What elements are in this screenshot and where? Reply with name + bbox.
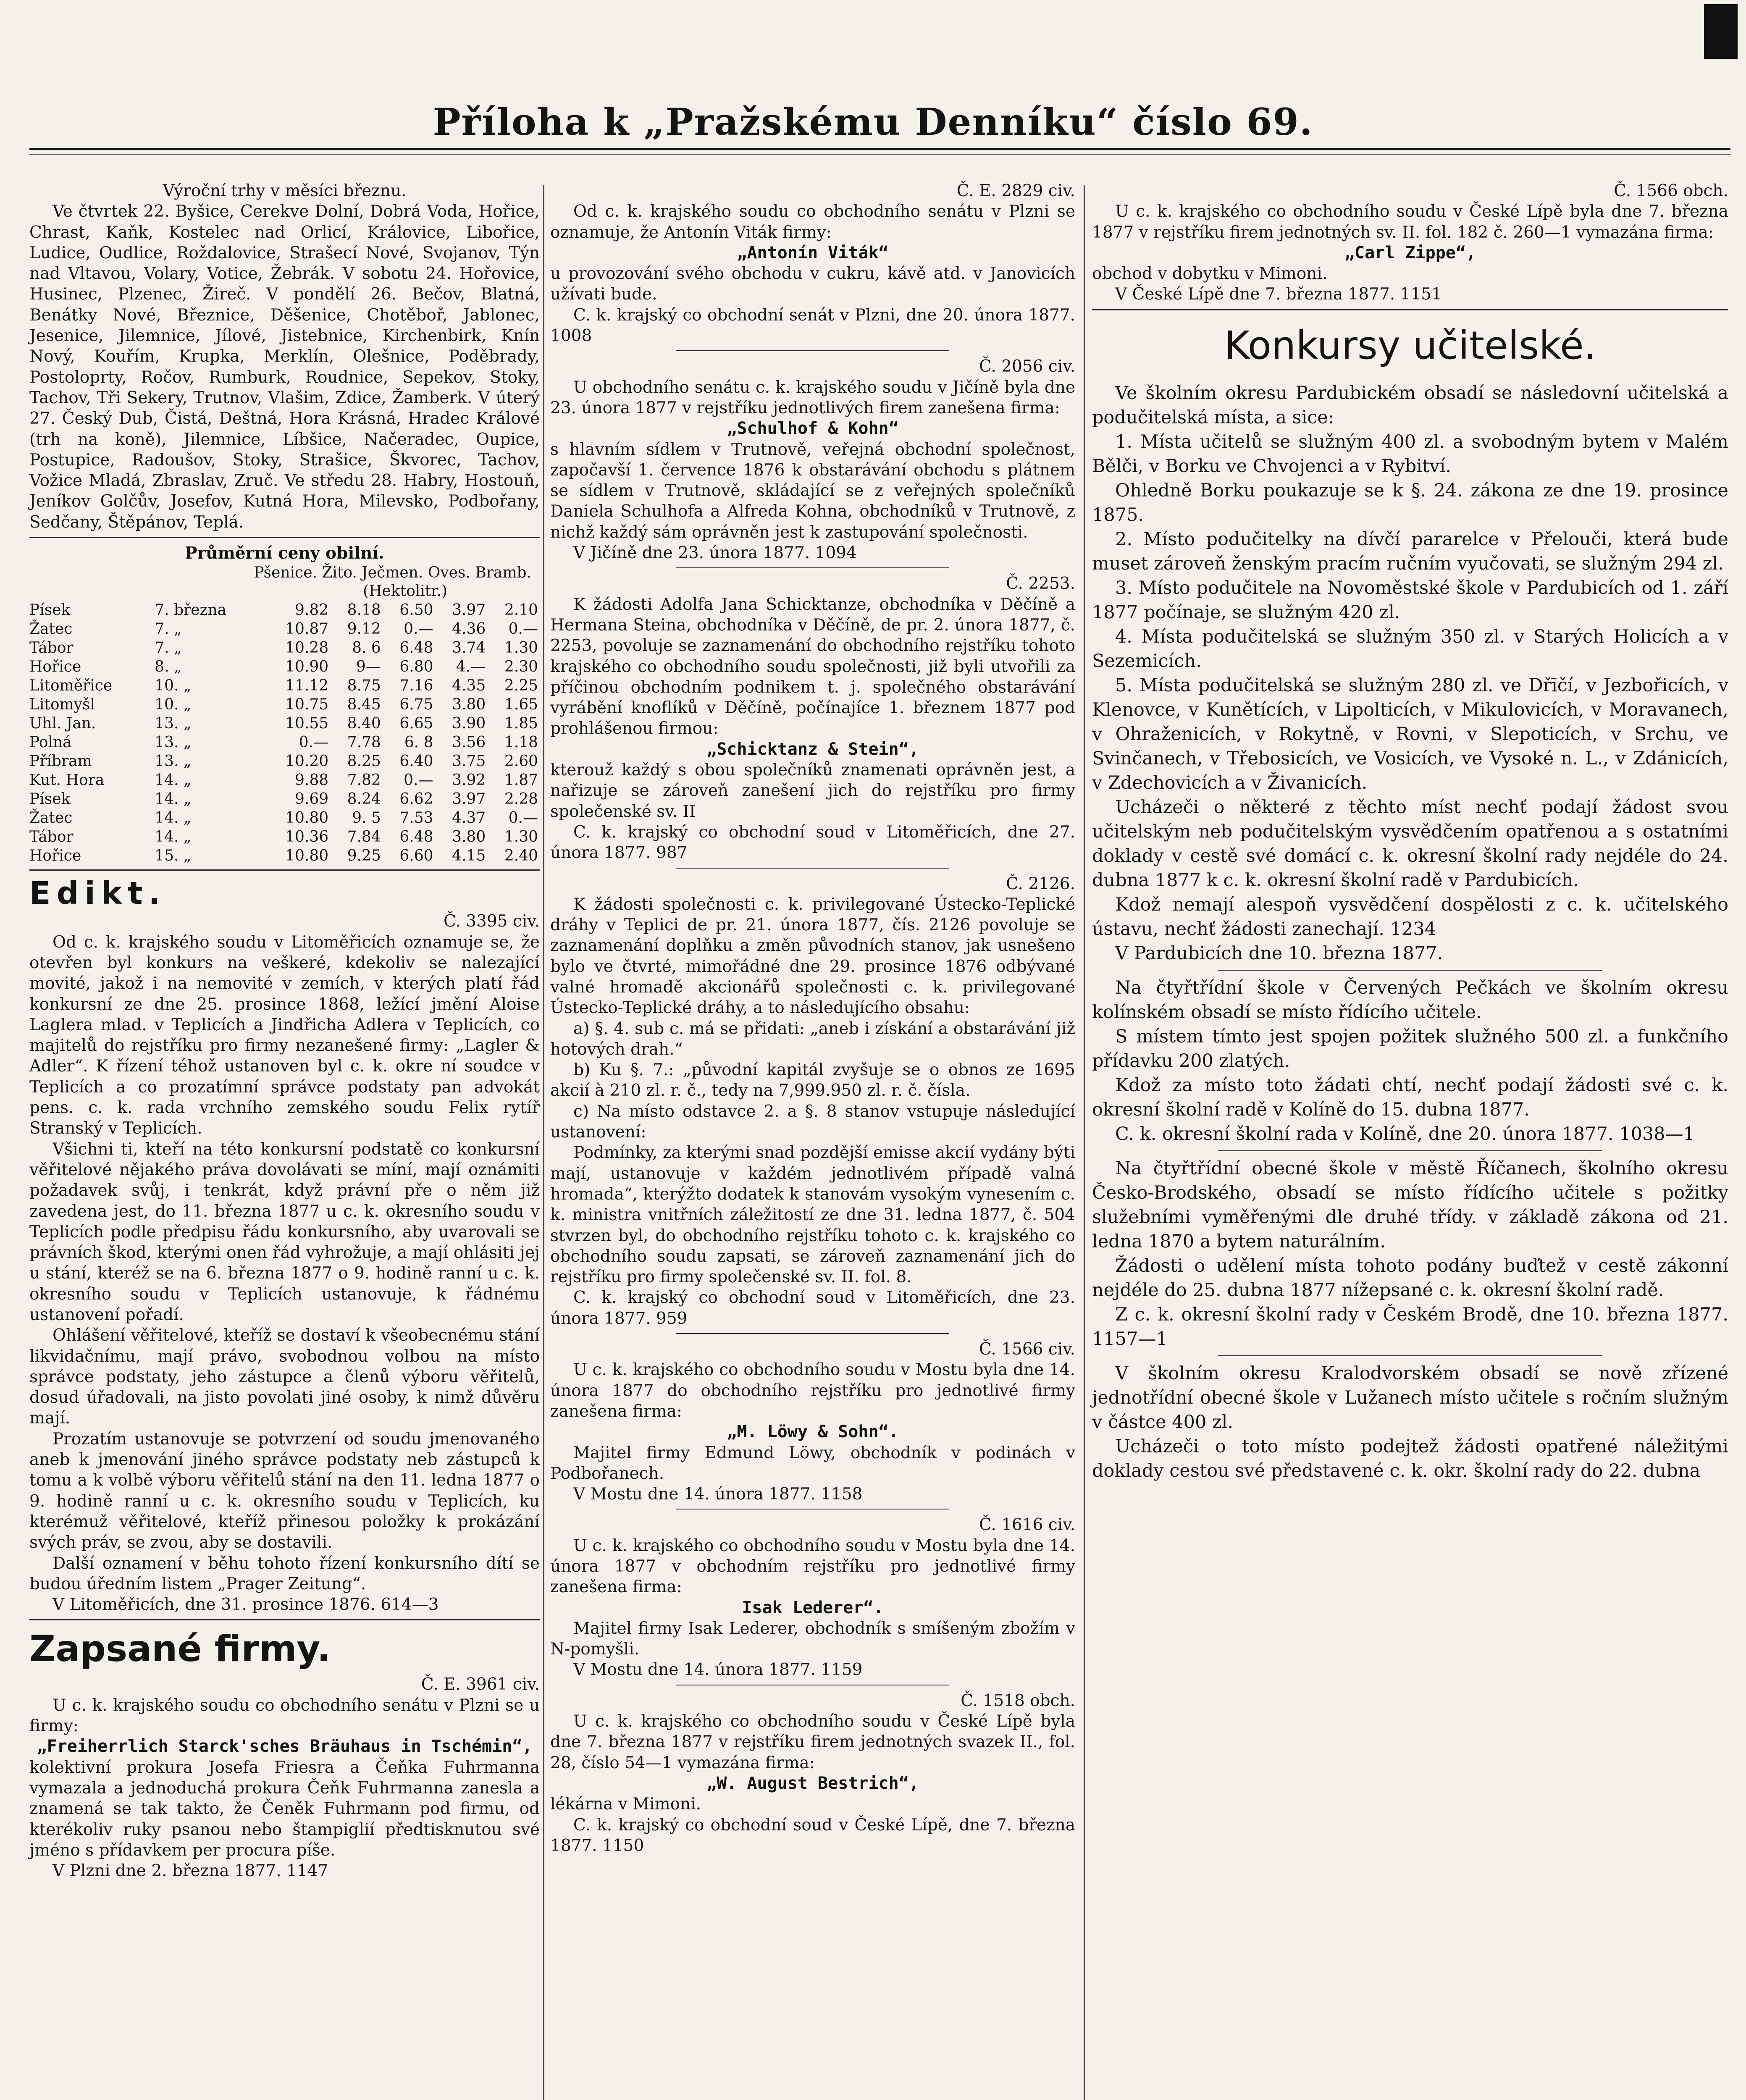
entry-signature: V Jičíně dne 23. února 1877. 1094 <box>573 543 857 563</box>
edikt-heading: Edikt. <box>29 875 166 912</box>
entry-text: U c. k. krajského co obchodního soudu v Mostu byla dne 14. února 1877 do obchodního rejstříku pro jednotlivé firmy zanešena firma: <box>550 1360 1075 1421</box>
prices-row <box>29 601 540 620</box>
prices-value: 10.36 <box>285 828 329 846</box>
prices-value: 3.92 <box>452 772 486 789</box>
prices-value: 8.40 <box>347 715 381 732</box>
konkurs-text: V školním okresu Kralodvorském obsadí se nově zřízené jednotřídní obecné škole v Lužanech místo učitele s ročním služným v částce 400 zl. <box>1092 1362 1728 1433</box>
prices-town: Písek <box>29 601 71 619</box>
firm-name: „Schulhof & Kohn“ <box>727 419 899 438</box>
entry-text: U c. k. krajského co obchodního soudu v České Lípě byla dne 7. března 1877 v rejstříku firem jednotných svazek II., fol. 28, číslo 54—1 vymazána firma: <box>550 1712 1075 1772</box>
konkurs-text: Kdož nemají alespoň vysvědčení dospělosti z c. k. učitelského ústavu, nechť žádosti zanechají. 1234 <box>1092 894 1728 940</box>
prices-row <box>29 827 540 846</box>
prices-date: 7. března <box>155 601 227 619</box>
konkurs-text: 5. Místa podučitelská se služným 280 zl. ve Dřīčí, v Jezbořicích, v Klenovce, v Kunětících, v Lipolticích, v Mikulovicích, v Moravanech, v Ohraženicích, v Rokytně, v Rovni, v Slepoticích, v Srchu, ve Svinčanech, v Třebosicích, ve Vosicích, ve Vysoké n. L., v Zdánicích, v Zdechovicích a v Živanicích. <box>1092 675 1728 793</box>
divider <box>676 567 949 568</box>
prices-value: 3.90 <box>452 715 486 732</box>
prices-value: 4.15 <box>452 847 486 865</box>
prices-value: 10.87 <box>285 620 329 638</box>
prices-value: 9.69 <box>294 790 329 808</box>
konkurs-text: 3. Místo podučitele na Novoměstské škole v Pardubicích od 1. září 1877 počínaje, se služným 420 zl. <box>1092 577 1728 623</box>
prices-value: 6.62 <box>399 790 433 808</box>
entry-text: kterouž každý s obou společníků znamenati oprávněn jest, a nařizuje se zároveň zanešení jich do rejstříku pro firmy společenské sv. II <box>550 761 1075 821</box>
prices-date: 7. „ <box>155 620 182 638</box>
konkurs-text: 4. Místa podučitelská se služným 350 zl. v Starých Holicích a v Sezemicích. <box>1092 626 1728 672</box>
entry-text: U c. k. krajského co obchodního soudu v Mostu byla dne 14. února 1877 v obchodním rejstříku pro jednotlivé firmy zanešena firma: <box>550 1536 1075 1597</box>
prices-row <box>29 808 540 827</box>
divider <box>29 869 540 871</box>
divider <box>29 537 540 538</box>
column-divider <box>543 185 544 2100</box>
firm-name: Isak Lederer“. <box>742 1598 884 1617</box>
zapsane-firmy-heading: Zapsané firmy. <box>29 1628 331 1670</box>
prices-town: Hořice <box>29 658 81 676</box>
prices-value: 2.28 <box>504 790 538 808</box>
prices-town: Litomyšl <box>29 696 95 714</box>
entry-text: kolektivní prokura Josefa Friesra a Čeňka Fuhrmanna vymazala a jednoduchá prokura Čeňk Fuhrmanna zanesla a znamená se tak takto, že Čeněk Fuhrmann pod firmu, od kterékoliv ruky psanou nebo štampiglií předtisknutou své jméno s přídavkem per procura píše. <box>29 1758 540 1860</box>
konkurs-text: Ve školním okresu Pardubickém obsadí se následovní učitelská a podučitelská místa, a sice: <box>1092 382 1728 428</box>
divider <box>676 350 949 351</box>
entry-number: Č. 1616 civ. <box>979 1515 1075 1535</box>
prices-value: 9— <box>356 658 381 676</box>
prices-value: 3.97 <box>452 790 486 808</box>
prices-town: Polná <box>29 734 72 751</box>
entry-number: Č. E. 2829 civ. <box>956 181 1075 200</box>
prices-value: 2.40 <box>504 847 538 865</box>
firm-name: „Antonín Viták“ <box>737 243 889 262</box>
konkurs-signature: Z c. k. okresní školní rady v Českém Brodě, dne 10. března 1877. 1157—1 <box>1092 1304 1728 1349</box>
prices-column-header: Pšenice. Žito. Ječmen. Oves. Bramb. <box>254 564 531 582</box>
divider <box>1092 309 1728 310</box>
prices-value: 2.30 <box>504 658 538 676</box>
konkurs-text: Žádosti o udělení místa tohoto podány buďtež v cestě zákonní nejdéle do 25. dubna 1877 nížepsané c. k. okresní školní radě. <box>1092 1255 1728 1301</box>
column-3 <box>1092 181 1728 1483</box>
divider <box>1218 1150 1602 1151</box>
entry-number: Č. 1566 civ. <box>979 1340 1075 1359</box>
entry-number: Č. 2126. <box>1006 874 1075 893</box>
firm-name: „Freiherrlich Starck'sches Bräuhaus in Tschémin“, <box>37 1737 533 1756</box>
prices-value: 3.75 <box>452 753 486 770</box>
prices-value: 1.18 <box>504 734 538 751</box>
entry-text: U obchodního senátu c. k. krajského soudu v Jičíně byla dne 23. února 1877 v rejstříku jednotlivých firem zanešena firma: <box>550 378 1075 417</box>
edikt-paragraph: Další oznamení v běhu tohoto řízení konkursního dítí se budou úředním listem „Prager Zeitung“. <box>29 1554 540 1593</box>
market-heading: Výroční trhy v měsíci březnu. <box>163 181 407 200</box>
prices-town: Tábor <box>29 639 74 657</box>
prices-value: 10.55 <box>285 715 329 732</box>
prices-value: 9.12 <box>347 620 381 638</box>
prices-value: 2.25 <box>504 677 538 695</box>
column-1 <box>29 181 540 1881</box>
prices-town: Uhl. Jan. <box>29 715 96 732</box>
prices-value: 1.30 <box>504 828 538 846</box>
entry-text: Majitel firmy Isak Lederer, obchodník s smíšeným zbožím v N-pomyšli. <box>550 1619 1075 1659</box>
prices-date: 14. „ <box>155 772 192 789</box>
prices-row <box>29 714 540 733</box>
prices-value: 7.82 <box>347 772 381 789</box>
prices-value: 8.24 <box>347 790 381 808</box>
market-text: Ve čtvrtek 22. Byšice, Cerekve Dolní, Dobrá Voda, Hořice, Chrast, Kaňk, Kostelec nad Orlicí, Královice, Libořice, Ludice, Oudlice, Roždalovice, Strašecí Nové, Svojanov, Týn nad Vltavou, Volary, Votice, Žebrák. V sobotu 24. Hořovice, Husinec, Plzenec, Žireč. V pondělí 26. Bečov, Blatná, Benátky Nové, Březnice, Děšenice, Chotěboř, Jablonec, Jesenice, Jilemnice, Jílové, Jistebnice, Kirchenbirk, Knín Nový, Kouřím, Krupka, Merklín, Olešnice, Poděbrady, Postoloprty, Ročov, Rumburk, Roudnice, Sepekov, Stoky, Tachov, Tři Sekery, Trutnov, Vlašim, Zdice, Žamberk. V úterý 27. Český Dub, Čistá, Deštná, Hora Krásná, Hradec Králové (trh na koně), Jilemnice, Líbšice, Načeradec, Oupice, Postupice, Radoušov, Stoky, Strašice, Škvorec, Tachov, Vožice Mladá, Zbraslav, Zruč. Ve středu 28. Habry, Hostouň, Jeníkov Golčův, Josefov, Kutná Hora, Milevsko, Podbořany, Sedčany, Štěpánov, Teplá. <box>29 202 540 532</box>
prices-value: 10.20 <box>285 753 329 770</box>
edikt-number: Č. 3395 civ. <box>443 912 540 931</box>
prices-row <box>29 752 540 771</box>
divider <box>676 868 949 869</box>
prices-value: 9.82 <box>294 601 329 619</box>
prices-row <box>29 695 540 714</box>
prices-date: 15. „ <box>155 847 192 865</box>
edikt-signature: V Litoměřicích, dne 31. prosince 1876. 614—3 <box>53 1595 439 1614</box>
edikt-paragraph: Prozatím ustanovuje se potvrzení od soudu jmenovaného aneb k jmenování jiného správce podstaty neb zástupců k tomu a k volbě výboru věřitelů stání na den 11. ledna 1877 o 9. hodině ranní u c. k. okresního soudu v Teplicích, ku kterémuž věřitelové, kteříž přinesou položky k prokázání svých práv, se zvou, aby se dostavili. <box>29 1429 540 1552</box>
konkurs-signature: V Pardubicích dne 10. března 1877. <box>1115 942 1443 964</box>
entry-text: Podmínky, za kterými snad pozdější emisse akcií vydány býti mají, ustanovuje v každém jednotlivém případě valná hromada“, kterýžto dodatek k stanovám vysokým vynesením c. k. ministra vnitřních záležitostí ze dne 31. ledna 1877, č. 504 stvrzen byl, do obchodního rejstříku tohoto c. k. krajského co obchodního soudu zapsati, se zároveň zaznamenání jich do rejstříku pro firmy společenské sv. II. fol. 8. <box>550 1143 1075 1287</box>
entry-text: U c. k. krajského soudu co obchodního senátu v Plzni se u firmy: <box>29 1696 540 1736</box>
prices-value: 8.25 <box>347 753 381 770</box>
prices-value: 1.30 <box>504 639 538 657</box>
konkurs-text: Ucházeči o některé z těchto míst nechť podají žádost svou učitelským neb podučitelským vysvědčením opatřenou a s ostatními doklady v cestě své domácí c. k. okresní školní rady nejdéle do 24. dubna 1877 k c. k. okresní školní radě v Pardubicích. <box>1092 796 1728 891</box>
entry-signature: V Mostu dne 14. února 1877. 1159 <box>573 1660 863 1680</box>
prices-value: 8. 6 <box>352 639 381 657</box>
konkurs-signature: C. k. okresní školní rada v Kolíně, dne 20. února 1877. 1038—1 <box>1115 1123 1695 1144</box>
entry-text: a) §. 4. sub c. má se přidati: „aneb i získání a obstarávání již hotových drah.“ <box>550 1019 1075 1059</box>
konkurs-text: 2. Místo podučitelky na dívčí pararelce v Přelouči, která bude muset zároveň ženským pracím ručním vyučovati, se služným 294 zl. <box>1092 528 1728 574</box>
prices-value: 11.12 <box>285 677 329 695</box>
prices-town: Kut. Hora <box>29 772 105 789</box>
entry-number: Č. E. 3961 civ. <box>421 1675 540 1694</box>
prices-value: 3.74 <box>452 639 486 657</box>
prices-row <box>29 733 540 752</box>
column-2 <box>550 181 1075 1856</box>
firm-name: „W. August Bestrich“, <box>706 1773 919 1793</box>
prices-value: 0.— <box>404 772 433 789</box>
prices-value: 9.25 <box>347 847 381 865</box>
prices-value: 6. 8 <box>404 734 433 751</box>
prices-value: 6.48 <box>399 639 433 657</box>
prices-value: 10.75 <box>285 696 329 714</box>
prices-value: 0.— <box>508 620 538 638</box>
prices-value: 8.18 <box>347 601 381 619</box>
page-title: Příloha k „Pražskému Denníku“ číslo 69. <box>433 100 1313 144</box>
entry-text: K žádosti Adolfa Jana Schicktanze, obchodníka v Děčíně a Hermana Steina, obchodníka v Děčíně, de pr. 2. února 1877, č. 2253, povoluje se zaznamenání do obchodního rejstříku tohoto krajského co obchodního soudu společnosti, již byli utvořili za příčinou obchodním podnikem t. j. společného obstarávání vyrábění knoflíků v Děčíně, počínajíce 1. březnem 1877 pod prohlášenou firmou: <box>550 595 1075 738</box>
prices-town: Hořice <box>29 847 81 865</box>
prices-value: 8.45 <box>347 696 381 714</box>
prices-value: 1.87 <box>504 772 538 789</box>
entry-text: Majitel firmy Edmund Löwy, obchodník v podinách v Podbořanech. <box>550 1443 1075 1483</box>
prices-value: 4.37 <box>452 809 486 827</box>
entry-text: u provozování svého obchodu v cukru, kávě atd. v Janovicích užívati bude. <box>550 264 1075 304</box>
konkurs-text: S místem tímto jest spojen požitek služného 500 zl. a funkčního přídavku 200 zlatých. <box>1092 1026 1728 1071</box>
entry-signature: V Mostu dne 14. února 1877. 1158 <box>573 1485 863 1504</box>
prices-value: 2.10 <box>504 601 538 619</box>
prices-value: 6.48 <box>399 828 433 846</box>
firm-name: „Carl Zippe“, <box>1344 243 1476 262</box>
edikt-paragraph: Ohlášení věřitelové, kteříž se dostaví k všeobecnému stání likvidačnímu, mají právo, svobodnou volbou na místo správce podstaty, jeho zástupce a členů výboru věřitelů, dosud úřadovali, na jisto povolati jiné osoby, k nimž důvěru mají. <box>29 1326 540 1428</box>
prices-value: 3.97 <box>452 601 486 619</box>
title-rule-bottom <box>29 154 1730 155</box>
entry-signature: C. k. krajský co obchodní soud v České Lípě, dne 7. března 1877. 1150 <box>550 1815 1075 1855</box>
entry-number: Č. 2056 civ. <box>979 357 1075 376</box>
prices-value: 6.75 <box>399 696 433 714</box>
konkursy-heading: Konkursy učitelské. <box>1224 323 1596 368</box>
prices-value: 0.— <box>508 809 538 827</box>
prices-value: 6.40 <box>399 753 433 770</box>
prices-value: 4.— <box>456 658 486 676</box>
prices-value: 7.78 <box>347 734 381 751</box>
entry-signature: V České Lípě dne 7. března 1877. 1151 <box>1115 285 1442 304</box>
divider <box>676 1333 949 1334</box>
prices-value: 9.88 <box>294 772 329 789</box>
konkurs-text: Kdož za místo toto žádati chtí, nechť podají žádosti své c. k. okresní školní radě v Kolíně do 15. dubna 1877. <box>1092 1074 1728 1120</box>
prices-row <box>29 790 540 808</box>
prices-row <box>29 620 540 638</box>
konkurs-text: 1. Místa učitelů se služným 400 zl. a svobodným bytem v Malém Bělči, v Borku ve Chvojenci a v Rybitví. <box>1092 431 1728 477</box>
divider <box>1218 1355 1602 1356</box>
edikt-paragraph: Od c. k. krajského soudu v Litoměřicích oznamuje se, že otevřen byl konkurs na veškeré, kdekoliv se nalezající movité, jakož i na nemovité v zemích, v kterých platí řád konkursní ze dne 25. prosince 1868, ležící jmění Aloise Laglera mlad. v Teplicích a Jindřicha Adlera v Teplicích, co majitelů do rejstříku pro firmy nezanešené firmy: „Lagler & Adler“. K řízení téhož ustanoven byl c. k. okre ní soudce v Teplicích a co prozatímní správce podstaty pan advokát pens. c. k. rada vrchního zemského soudu Felix rytíř Stranský v Teplicích. <box>29 932 540 1138</box>
prices-value: 1.65 <box>504 696 538 714</box>
prices-value: 3.80 <box>452 696 486 714</box>
prices-value: 6.50 <box>399 601 433 619</box>
konkurs-text: Na čtyřtřídní škole v Červených Pečkách ve školním okresu kolínském obsadí se místo řídícího učitele. <box>1092 977 1728 1023</box>
entry-text: b) Ku §. 7.: „původní kapitál zvyšuje se o obnos ze 1695 akcií à 210 zl. r. č., tedy na 7,999.950 zl. r. č. čísla. <box>550 1060 1075 1100</box>
prices-date: 14. „ <box>155 790 192 808</box>
prices-value: 7.84 <box>347 828 381 846</box>
entry-number: Č. 1518 obch. <box>961 1691 1075 1710</box>
page-corner-mark <box>1704 4 1738 59</box>
prices-date: 13. „ <box>155 715 192 732</box>
prices-value: 6.65 <box>399 715 433 732</box>
prices-value: 10.28 <box>285 639 329 657</box>
prices-value: 10.80 <box>285 847 329 865</box>
prices-town: Žatec <box>29 620 73 638</box>
konkurs-text: Ohledně Borku poukazuje se k §. 24. zákona ze dne 19. prosince 1875. <box>1092 480 1728 525</box>
prices-value: 7.16 <box>399 677 433 695</box>
prices-row <box>29 676 540 695</box>
firm-name: „M. Löwy & Sohn“. <box>727 1422 899 1442</box>
prices-value: 3.56 <box>452 734 486 751</box>
prices-town: Litoměřice <box>29 677 113 695</box>
entry-text: obchod v dobytku v Mimoni. <box>1092 264 1328 284</box>
title-rule-top <box>29 148 1730 150</box>
entry-signature: C. k. krajský co obchodní soud v Litoměřicích, dne 27. února 1877. 987 <box>550 822 1075 863</box>
prices-value: 4.35 <box>452 677 486 695</box>
prices-value: 0.— <box>404 620 433 638</box>
prices-value: 1.85 <box>504 715 538 732</box>
prices-row <box>29 657 540 676</box>
prices-value: 10.90 <box>285 658 329 676</box>
entry-text: K žádosti společnosti c. k. privilegované Ústecko-Teplické dráhy v Teplici de pr. 21. února 1877, čís. 2126 povoluje se zaznamenání doplňku a změn původních stanov, jak usnešeno bylo ve čtvrté, mimořádné dne 29. prosince 1876 odbývané valné hromadě akcionářů společnosti c. k. privilegované Ústecko-Teplické dráhy, a to následujícího obsahu: <box>550 895 1075 1018</box>
prices-value: 9. 5 <box>352 809 381 827</box>
prices-value: 7.53 <box>399 809 433 827</box>
prices-value: 2.60 <box>504 753 538 770</box>
entry-text: c) Na místo odstavce 2. a §. 8 stanov vstupuje následující ustanovení: <box>550 1102 1075 1142</box>
prices-date: 13. „ <box>155 753 192 770</box>
prices-value: 0.— <box>299 734 329 751</box>
konkurs-text: Ucházeči o toto místo podejtež žádosti opatřené náležitými doklady cestou své představené c. k. okr. školní rady do 22. dubna <box>1092 1436 1728 1481</box>
prices-town: Žatec <box>29 809 73 827</box>
edikt-paragraph: Všichni ti, kteří na této konkursní podstatě co konkursní věřitelové nějakého práva dovolávati se míní, mají oznámiti požadavek svůj, i tenkrát, když právní pře o něm již zavedena jest, do 11. března 1877 u c. k. okresního soudu v Teplicích podle předpisu řádu konkursního, aby uvarovali se právních škod, kterými onen řád vyhrožuje, a mají ohlásiti jej u stání, kteréž se na 6. března 1877 o 9. hodině ranní u c. k. okresního soudu v Teplicích ustanovuje, k řádnému ustanovení pořadí. <box>29 1139 540 1324</box>
prices-unit: (Hektolitr.) <box>363 583 447 600</box>
prices-date: 10. „ <box>155 696 192 714</box>
entry-signature: V Plzni dne 2. března 1877. 1147 <box>53 1861 328 1881</box>
prices-heading: Průměrní ceny obilní. <box>185 543 384 563</box>
prices-value: 3.80 <box>452 828 486 846</box>
entry-number: Č. 2253. <box>1006 574 1075 593</box>
firm-name: „Schicktanz & Stein“, <box>706 739 919 759</box>
konkursy-body <box>1092 381 1728 1483</box>
prices-value: 4.36 <box>452 620 486 638</box>
prices-row <box>29 771 540 790</box>
prices-town: Tábor <box>29 828 74 846</box>
prices-date: 7. „ <box>155 639 182 657</box>
prices-value: 6.80 <box>399 658 433 676</box>
konkurs-text: Na čtyřtřídní obecné škole v městě Říčanech, školního okresu Česko-Brodského, obsadí se místo řídícího učitele s požitky služebními vyměřenými dle druhé třídy. v základě zákona od 21. ledna 1870 a bytem naturálním. <box>1092 1158 1728 1252</box>
prices-date: 14. „ <box>155 828 192 846</box>
divider <box>29 1619 540 1620</box>
entry-text: s hlavním sídlem v Trutnově, veřejná obchodní společnost, započavší 1. července 1876 k obstarávání obchodu s plátnem se sídlem v Trutnově, skládající se z veřejných společníků Daniela Schulhofa a Alfreda Kohna, obchodníků v Trutnově, z nichž každý sám oprávněn jest k zastupování společnosti. <box>550 440 1075 542</box>
entry-signature: C. k. krajský co obchodní senát v Plzni, dne 20. února 1877. 1008 <box>550 305 1075 346</box>
entry-signature: C. k. krajský co obchodní soud v Litoměřicích, dne 23. února 1877. 959 <box>550 1288 1075 1328</box>
divider <box>1218 970 1602 971</box>
prices-date: 14. „ <box>155 809 192 827</box>
prices-value: 6.60 <box>399 847 433 865</box>
prices-date: 10. „ <box>155 677 192 695</box>
entry-number: Č. 1566 obch. <box>1614 181 1728 200</box>
entry-text: U c. k. krajského co obchodního soudu v České Lípě byla dne 7. března 1877 v rejstříku firem jednotných sv. II. fol. 182 č. 260—1 vymazána firma: <box>1092 202 1728 242</box>
prices-date: 8. „ <box>155 658 182 676</box>
prices-value: 10.80 <box>285 809 329 827</box>
entry-text: lékárna v Mimoni. <box>550 1795 701 1814</box>
prices-row <box>29 638 540 657</box>
entry-text: Od c. k. krajského soudu co obchodního senátu v Plzni se oznamuje, že Antonín Viták firmy: <box>550 202 1075 242</box>
column-divider <box>1084 185 1085 2100</box>
prices-date: 13. „ <box>155 734 192 751</box>
prices-value: 8.75 <box>347 677 381 695</box>
prices-town: Písek <box>29 790 71 808</box>
prices-table <box>29 601 540 865</box>
prices-town: Příbram <box>29 753 92 770</box>
prices-row <box>29 846 540 865</box>
